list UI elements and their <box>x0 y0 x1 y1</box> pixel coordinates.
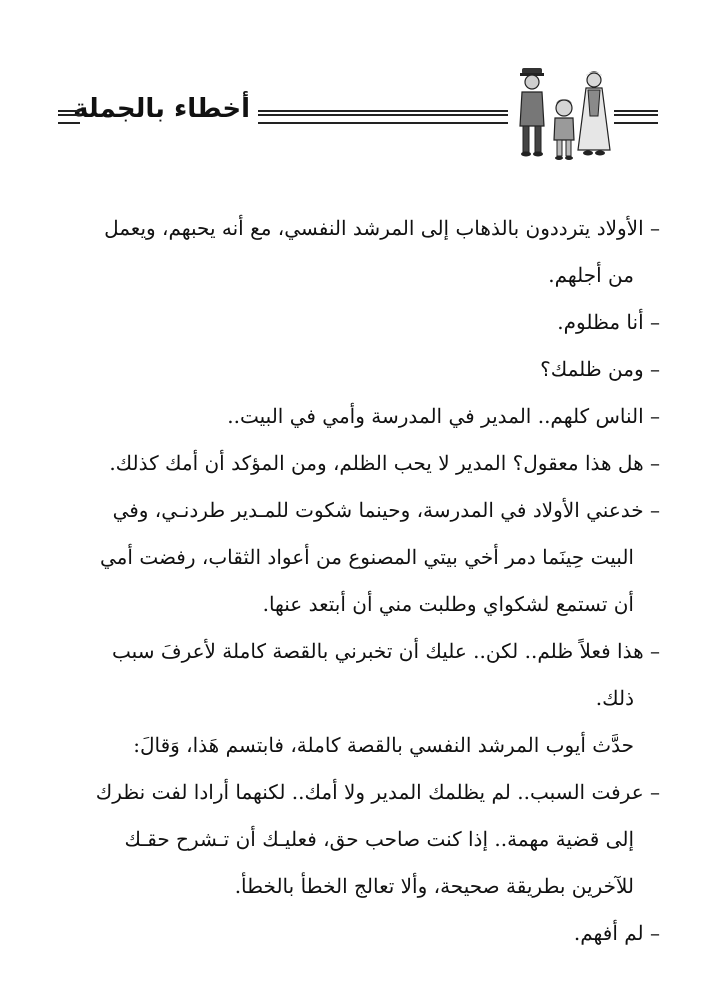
text-line: – خدعني الأولاد في المدرسة، وحينما شكوت للمـدير طردنـي، وفي <box>112 498 660 522</box>
text-line: إلى قضية مهمة.. إذا كنت صاحب حق، فعليـك أن تـشرح حقـك <box>124 827 634 851</box>
text-line: – ومن ظلمك؟ <box>540 357 660 381</box>
text-line: – لم أفهم. <box>573 921 660 945</box>
text-line: حدَّث أيوب المرشد النفسي بالقصة كاملة، فابتسم هَذا، وَقالَ: <box>133 733 634 757</box>
text-line: – الناس كلهم.. المدير في المدرسة وأمي في البيت.. <box>227 404 660 428</box>
chapter-title: أخطاء بالجملة <box>73 94 250 124</box>
story-text <box>60 205 660 957</box>
family-illustration <box>514 64 614 164</box>
text-line: ذلك. <box>595 686 634 710</box>
chapter-header <box>58 64 658 164</box>
text-line: – أنا مظلوم. <box>557 310 660 334</box>
decorative-rule-right <box>614 110 658 124</box>
decorative-rule-middle <box>258 110 508 124</box>
text-line: – هذا فعلاً ظلم.. لكن.. عليك أن تخبرني بالقصة كاملة لأعرفَ سبب <box>112 639 660 663</box>
text-line: – عرفت السبب.. لم يظلمك المدير ولا أمك.. لكنهما أرادا لفت نظرك <box>95 780 660 804</box>
text-line: – هل هذا معقول؟ المدير لا يحب الظلم، ومن المؤكد أن أمك كذلك. <box>109 451 660 475</box>
text-line: أن تستمع لشكواي وطلبت مني أن أبتعد عنها. <box>262 592 634 616</box>
text-line: للآخرين بطريقة صحيحة، وألا تعالج الخطأ بالخطأ. <box>234 874 634 898</box>
text-line: – الأولاد يترددون بالذهاب إلى المرشد النفسي، مع أنه يحبهم، ويعمل <box>104 216 660 240</box>
text-line: من أجلهم. <box>548 263 634 287</box>
decorative-rule-left <box>58 110 80 124</box>
text-line: البيت حِينَما دمر أخي بيتي المصنوع من أعواد الثقاب، رفضت أمي <box>100 545 634 569</box>
